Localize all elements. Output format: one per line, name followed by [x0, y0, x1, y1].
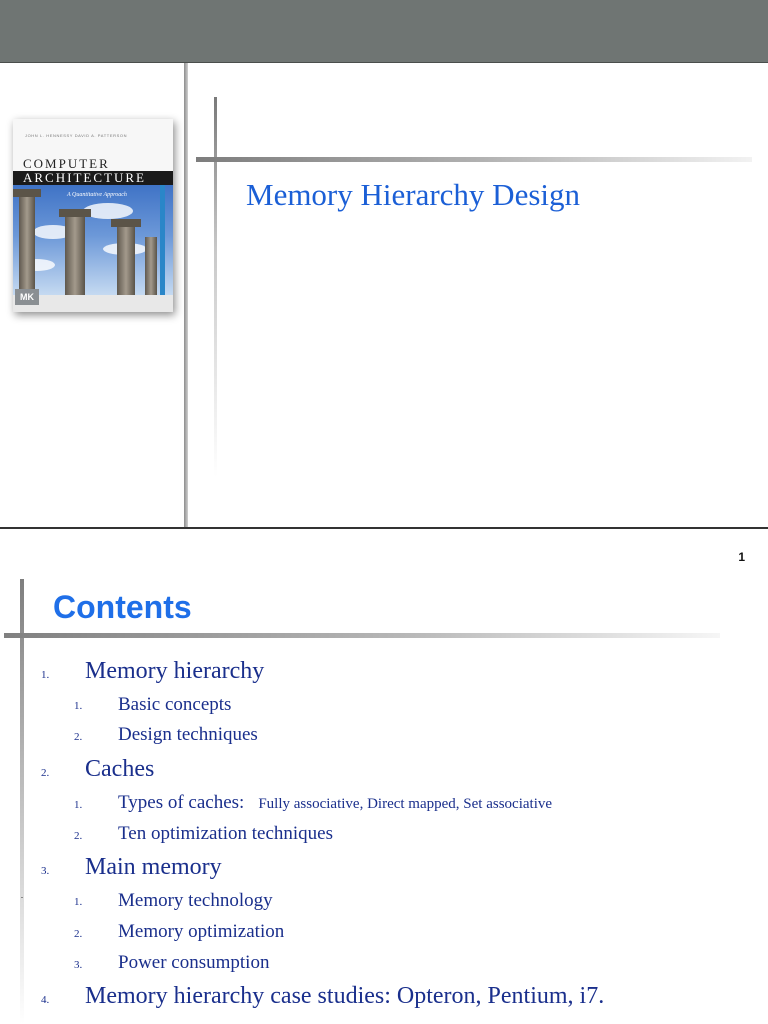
- slide-vertical-rule-accent: [214, 97, 217, 477]
- sublist-item: [118, 792, 552, 814]
- slide-horizontal-rule: [4, 633, 720, 638]
- book-title-line2: ARCHITECTURE: [23, 170, 146, 185]
- contents-heading: Contents: [53, 589, 192, 625]
- list-number: 2.: [41, 767, 50, 779]
- sublist-number: 1.: [74, 700, 83, 712]
- book-cover-photo: [13, 185, 173, 297]
- list-item: Caches: [85, 756, 155, 782]
- sublist-number: 3.: [74, 959, 83, 971]
- sublist-item: Power consumption: [118, 952, 270, 973]
- list-item: Memory hierarchy: [85, 658, 265, 684]
- sublist-item: Memory optimization: [118, 921, 285, 942]
- book-title-line1: COMPUTER: [23, 156, 110, 171]
- list-item: Main memory: [85, 854, 222, 880]
- contents-slide: [0, 529, 768, 1024]
- book-cover-image: [13, 119, 173, 312]
- slide-title: Memory Hierarchy Design: [246, 177, 581, 212]
- sublist-number: 1.: [74, 799, 83, 811]
- list-item: Memory hierarchy case studies: Opteron, Pentium, i7.: [85, 983, 605, 1009]
- book-spine-stripe: [160, 185, 165, 297]
- sublist-item-detail: Fully associative, Direct mapped, Set associative: [258, 796, 553, 812]
- top-bar: [0, 0, 768, 63]
- sublist-number: 2.: [74, 731, 83, 743]
- page-number: 1: [738, 550, 745, 564]
- sublist-item-label: Types of caches:: [118, 792, 245, 813]
- list-number: 3.: [41, 865, 50, 877]
- slide-horizontal-rule: [196, 157, 752, 162]
- sublist-item: Ten optimization techniques: [118, 823, 334, 844]
- slide-vertical-rule: [20, 579, 24, 1024]
- list-number: 4.: [41, 994, 50, 1006]
- sublist-item: Memory technology: [118, 890, 273, 911]
- sublist-number: 2.: [74, 830, 83, 842]
- list-number: 1.: [41, 669, 50, 681]
- publisher-logo: MK: [15, 289, 39, 305]
- slide-vertical-rule: [184, 63, 188, 527]
- book-authors: JOHN L. HENNESSY DAVID A. PATTERSON: [25, 133, 128, 138]
- sublist-item: Design techniques: [118, 724, 258, 745]
- title-slide: [0, 63, 768, 527]
- sublist-number: 2.: [74, 928, 83, 940]
- margin-tick: [21, 897, 23, 898]
- sublist-number: 1.: [74, 896, 83, 908]
- book-subtitle: A Quantitative Approach: [67, 192, 127, 198]
- sublist-item: Basic concepts: [118, 694, 232, 715]
